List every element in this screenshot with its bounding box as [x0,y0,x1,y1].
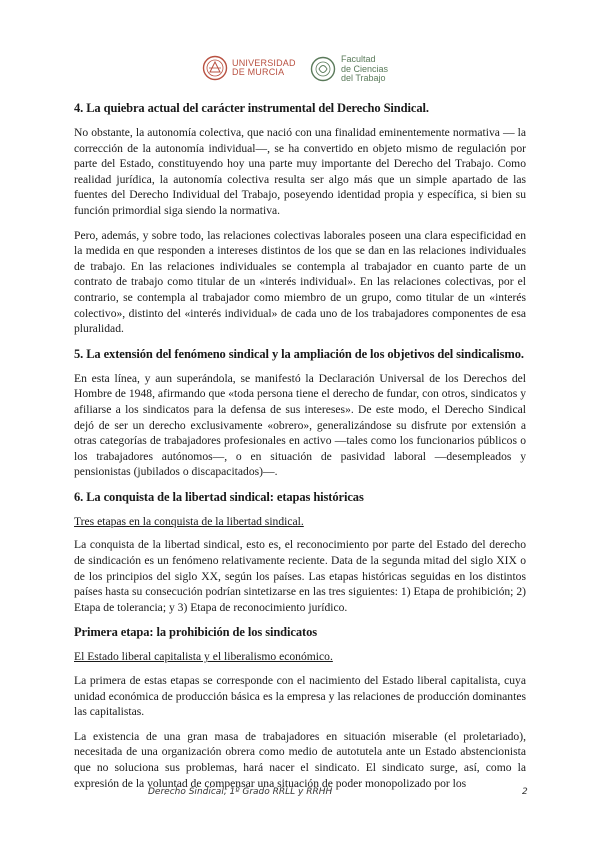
university-name-line1: UNIVERSIDAD [232,58,296,68]
page-header [0,50,600,90]
university-logo [202,55,296,81]
faculty-name [341,55,388,84]
faculty-seal-icon [310,56,336,82]
stage-1-paragraph-2: La existencia de una gran masa de trabajadores en situación miserable (el proletariado), necesitada de una organización obrera como medio de autotutela ante un Estado abstencionista que no soluciona sus problemas, hará nacer el sindicato. El sindicato surge, así, como la expresión de la voluntad de compensar una situación de poder monopolizado por los [74,729,526,790]
stage-1-title: Primera etapa: la prohibición de los sindicatos [74,625,317,640]
section-6-subtitle: Tres etapas en la conquista de la libertad sindical. [74,514,304,528]
university-name-line2: DE MURCIA [232,67,285,77]
section-4-paragraph-1: No obstante, la autonomía colectiva, que nació con una finalidad eminentemente normativa — la corrección de la autonomía individual—, se ha convertido en objeto mismo de regulación por parte del Estado, constituyendo hoy una parte muy importante del Derecho del Trabajo. Como realidad jurídica, la autonomía colectiva resulta ser algo más que un simple apartado de las fuentes del Derecho Individual del Trabajo, poseyendo identidad propia y específica, si bien su función primordial siga siendo la normativa. [74,126,526,217]
university-name [232,59,296,77]
section-6-title: 6. La conquista de la libertad sindical: etapas históricas [74,489,364,504]
faculty-name-line2: de Ciencias [341,63,389,74]
faculty-name-line3: del Trabajo [341,73,386,83]
document-body [74,100,526,800]
section-5-title: 5. La extensión del fenómeno sindical y la ampliación de los objetivos del sindicalismo. [74,346,524,361]
page-number: 2 [522,787,528,797]
stage-1-paragraph-1: La primera de estas etapas se corresponde con el nacimiento del Estado liberal capitalista, cuya unidad económica de producción básica es la empresa y las relaciones de producción dominantes las capitalistas. [74,674,526,719]
faculty-name-line1: Facultad [341,54,376,64]
section-5-paragraph-1: En esta línea, y aun superándola, se manifestó la Declaración Universal de los Derechos del Hombre de 1948, afirmando que «toda persona tiene el derecho de fundar, con otros, sindicatos y afiliarse a los sindicatos para la defensa de sus intereses». De este modo, el Derecho Sindical dejó de ser un derecho exclusivamente «obrero», generalizándose su disfrute por extensión a otras categorías de trabajadores profesionales en activo —tales como los funcionarios públicos o los trabajadores autónomos—, o en situación de pasividad laboral —desempleados y pensionistas (jubilados o discapacitados)—. [74,371,526,479]
footer-course: Derecho Sindical, 1º Grado RRLL y RRHH [148,787,333,797]
section-4-title: 4. La quiebra actual del carácter instrumental del Derecho Sindical. [74,101,429,115]
faculty-logo [310,55,388,84]
section-6-paragraph-1: La conquista de la libertad sindical, esto es, el reconocimiento por parte del Estado del derecho de sindicación es un fenómeno relativamente reciente. Data de la segunda mitad del siglo XIX o de los principios del siglo XX, según los países. Las etapas históricas seguidas en los distintos países hasta su consecución podrían sintetizarse en las tres siguientes: 1) Etapa de prohibición; 2) Etapa de tolerancia; y 3) Etapa de reconocimiento jurídico. [74,538,526,614]
university-seal-icon [202,55,228,81]
section-4-paragraph-2: Pero, además, y sobre todo, las relaciones colectivas laborales poseen una clara especificidad en la medida en que responden a intereses distintos de los que se dan en las relaciones individuales de trabajo. En las relaciones individuales se contempla al trabajador en cuanto parte de un contrato de trabajo como titular de un «interés individual». En las relaciones colectivas, por el contrario, se contempla al trabajador como miembro de un grupo, como titular de un «interés colectivo», distinto del «interés individual» de cada uno de los trabajadores componentes de esa pluralidad. [74,228,526,336]
stage-1-subtitle: El Estado liberal capitalista y el liberalismo económico. [74,650,333,664]
